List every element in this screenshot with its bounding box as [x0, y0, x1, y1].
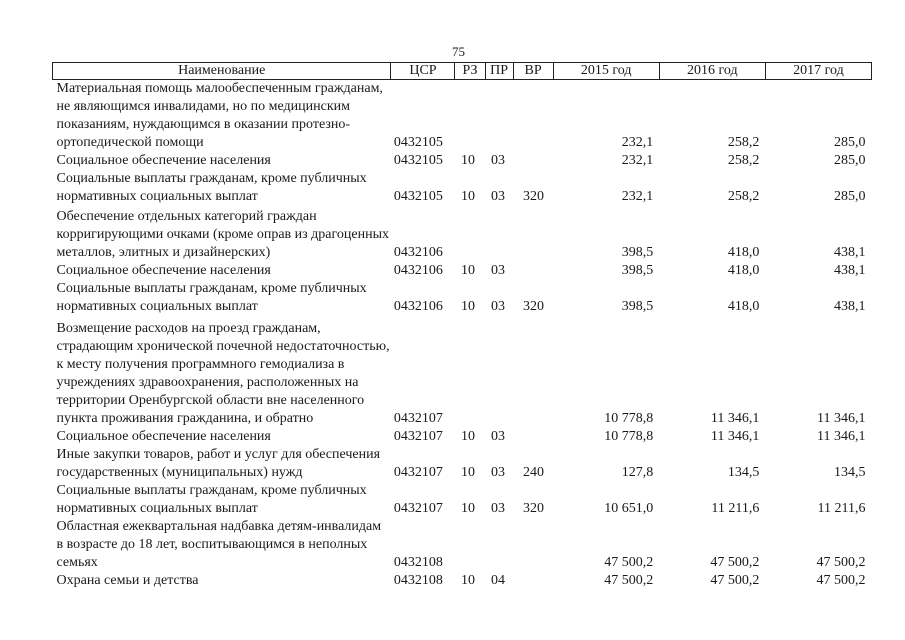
page-number: 75	[452, 44, 465, 59]
row-csr: 0432105	[393, 189, 443, 204]
row-2015: 232,1	[621, 153, 654, 168]
row-pr: 03	[491, 153, 506, 168]
row-pr: 04	[491, 573, 506, 588]
row-pr: 03	[491, 429, 506, 444]
row-2016: 11 346,1	[710, 429, 760, 444]
table-header	[53, 63, 872, 80]
row-rz: 10	[460, 429, 475, 444]
row-2016: 11 211,6	[711, 501, 760, 516]
table-body	[53, 80, 872, 591]
row-pr	[485, 206, 513, 262]
row-2017: 285,0	[834, 189, 866, 204]
row-2016: 258,2	[727, 153, 760, 168]
row-rz	[455, 316, 485, 428]
row-2017: 438,1	[834, 245, 866, 260]
row-2015: 232,1	[621, 189, 654, 204]
row-pr: 03	[491, 189, 506, 204]
row-pr: 03	[491, 465, 506, 480]
row-2016: 47 500,2	[710, 555, 760, 570]
header-vr: ВР	[513, 63, 553, 80]
row-2017: 11 346,1	[817, 429, 866, 444]
row-2015: 398,5	[621, 263, 654, 278]
row-vr	[513, 206, 553, 262]
row-2015: 127,8	[621, 465, 654, 480]
row-csr: 0432108	[393, 573, 443, 588]
row-2015: 398,5	[621, 299, 654, 314]
table-row	[53, 446, 872, 482]
row-vr	[513, 428, 553, 446]
header-2016: 2016 год	[659, 63, 765, 80]
header-pr: ПР	[485, 63, 513, 80]
row-2017: 11 211,6	[817, 501, 866, 516]
row-2016: 258,2	[727, 189, 760, 204]
row-name: Возмещение расходов на проезд гражданам, страдающим хронической почечной недостаточностью, к месту получения программного гемодиализа в учреждениях здравоохранения, расположенных на территории Оренбургской области вне населенного пункта проживания гражданина, и обратно	[56, 321, 390, 426]
row-pr	[485, 80, 513, 153]
row-csr: 0432106	[393, 245, 443, 260]
header-rz: РЗ	[455, 63, 485, 80]
row-2015: 398,5	[621, 245, 654, 260]
row-name: Социальные выплаты гражданам, кроме публичных нормативных социальных выплат	[56, 281, 367, 314]
table-row	[53, 152, 872, 170]
row-2015: 47 500,2	[604, 555, 654, 570]
row-rz: 10	[460, 465, 475, 480]
table-row	[53, 518, 872, 572]
header-2015: 2015 год	[553, 63, 659, 80]
row-2016: 418,0	[727, 245, 760, 260]
row-vr	[513, 518, 553, 572]
row-2016: 134,5	[727, 465, 760, 480]
row-vr	[513, 80, 553, 153]
row-pr: 03	[491, 299, 506, 314]
row-name: Социальные выплаты гражданам, кроме публичных нормативных социальных выплат	[56, 171, 367, 204]
row-pr: 03	[491, 501, 506, 516]
row-vr: 320	[523, 501, 545, 516]
row-csr: 0432107	[393, 429, 443, 444]
row-2016: 418,0	[727, 299, 760, 314]
row-vr	[513, 262, 553, 280]
row-2017: 47 500,2	[816, 573, 866, 588]
row-vr: 320	[523, 189, 545, 204]
row-pr	[485, 518, 513, 572]
row-rz: 10	[460, 299, 475, 314]
row-2017: 47 500,2	[816, 555, 866, 570]
row-csr: 0432105	[393, 135, 443, 150]
table-row	[53, 316, 872, 428]
row-name: Социальные выплаты гражданам, кроме публичных нормативных социальных выплат	[56, 483, 367, 516]
row-pr: 03	[491, 263, 506, 278]
row-2015: 10 651,0	[604, 501, 654, 516]
row-name: Охрана семьи и детства	[56, 573, 199, 588]
row-2015: 47 500,2	[604, 573, 654, 588]
header-csr: ЦСР	[391, 63, 455, 80]
row-csr: 0432105	[393, 153, 443, 168]
row-2016: 418,0	[727, 263, 760, 278]
row-rz: 10	[460, 573, 475, 588]
row-rz	[455, 206, 485, 262]
row-2015: 10 778,8	[604, 429, 654, 444]
row-2016: 258,2	[727, 135, 760, 150]
row-vr: 320	[523, 299, 545, 314]
row-rz: 10	[460, 501, 475, 516]
row-name: Социальное обеспечение населения	[56, 153, 271, 168]
row-csr: 0432107	[393, 411, 443, 426]
header-name: Наименование	[53, 63, 391, 80]
row-name: Социальное обеспечение населения	[56, 263, 271, 278]
row-vr	[513, 572, 553, 590]
row-csr: 0432108	[393, 555, 443, 570]
row-vr	[513, 152, 553, 170]
table-row	[53, 206, 872, 262]
row-2015: 232,1	[621, 135, 654, 150]
row-pr	[485, 316, 513, 428]
row-csr: 0432106	[393, 263, 443, 278]
row-2017: 134,5	[834, 465, 866, 480]
table-row	[53, 572, 872, 590]
budget-table	[52, 62, 872, 590]
row-name: Областная ежеквартальная надбавка детям-инвалидам в возрасте до 18 лет, воспитывающимся в неполных семьях	[56, 519, 382, 570]
row-vr	[513, 316, 553, 428]
row-rz	[455, 518, 485, 572]
table-row	[53, 80, 872, 153]
row-csr: 0432106	[393, 299, 443, 314]
header-2017: 2017 год	[765, 63, 871, 80]
row-2016: 11 346,1	[710, 411, 760, 426]
row-csr: 0432107	[393, 501, 443, 516]
row-2017: 438,1	[834, 299, 866, 314]
row-2016: 47 500,2	[710, 573, 760, 588]
row-name: Материальная помощь малообеспеченным гражданам, не являющимся инвалидами, но по медицинским показаниям, нуждающимся в оказании протезно-ортопедической помощи	[56, 81, 383, 150]
table-row	[53, 280, 872, 316]
row-rz: 10	[460, 263, 475, 278]
row-rz	[455, 80, 485, 153]
table-row	[53, 262, 872, 280]
row-vr: 240	[523, 465, 545, 480]
row-rz: 10	[460, 153, 475, 168]
row-rz: 10	[460, 189, 475, 204]
row-name: Социальное обеспечение населения	[56, 429, 271, 444]
row-2017: 438,1	[834, 263, 866, 278]
row-2017: 11 346,1	[817, 411, 866, 426]
table-row	[53, 428, 872, 446]
row-2017: 285,0	[834, 135, 866, 150]
row-csr: 0432107	[393, 465, 443, 480]
row-name: Иные закупки товаров, работ и услуг для обеспечения государственных (муниципальных) нужд	[56, 447, 381, 480]
row-2017: 285,0	[834, 153, 866, 168]
table-row	[53, 482, 872, 518]
table-row	[53, 170, 872, 206]
row-2015: 10 778,8	[604, 411, 654, 426]
row-name: Обеспечение отдельных категорий граждан корригирующими очками (кроме оправ из драгоценных металлов, элитных и дизайнерских)	[56, 209, 389, 260]
